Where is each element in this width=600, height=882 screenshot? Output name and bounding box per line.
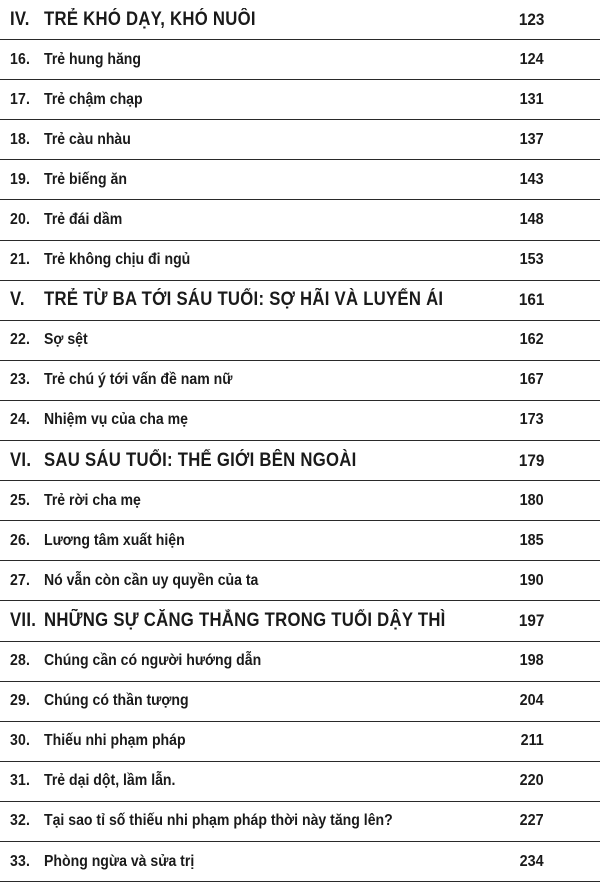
entry-title: Phòng ngừa và sửa trị (44, 852, 195, 870)
toc-entry (0, 561, 600, 601)
entry-title: Chúng có thần tượng (44, 692, 189, 710)
toc-entry (0, 842, 600, 882)
entry-title: Trẻ hung hăng (44, 50, 141, 68)
entry-page-number: 162 (519, 331, 544, 349)
entry-title: Trẻ dại dột, lầm lẫn. (44, 772, 176, 790)
entry-page-number: 185 (519, 531, 544, 549)
entry-number: 20. (10, 211, 31, 229)
entry-number: 16. (10, 50, 31, 68)
entry-number: 25. (10, 491, 31, 509)
entry-number: 28. (10, 652, 31, 670)
entry-number: IV. (10, 8, 30, 30)
entry-number: 31. (10, 772, 31, 790)
entry-title: TRẺ KHÓ DẠY, KHÓ NUÔI (44, 8, 256, 30)
entry-number: 33. (10, 852, 31, 870)
entry-page-number: 124 (519, 50, 544, 68)
entry-title: Trẻ biếng ăn (44, 170, 127, 188)
entry-page-number: 161 (518, 290, 544, 310)
entry-page-number: 179 (518, 450, 544, 470)
entry-number: 24. (10, 411, 31, 429)
entry-number: 19. (10, 170, 31, 188)
entry-page-number: 190 (519, 571, 544, 589)
toc-entry (0, 722, 600, 762)
entry-title: SAU SÁU TUỔI: THẾ GIỚI BÊN NGOÀI (44, 449, 357, 471)
entry-page-number: 137 (519, 130, 544, 148)
entry-number: 18. (10, 130, 31, 148)
entry-number: 26. (10, 531, 31, 549)
entry-title: TRẺ TỪ BA TỚI SÁU TUỔI: SỢ HÃI VÀ LUYẾN ÁI (44, 289, 444, 311)
entry-page-number: 211 (520, 732, 544, 750)
entry-title: Trẻ không chịu đi ngủ (44, 251, 191, 269)
entry-page-number: 227 (519, 812, 544, 830)
entry-number: 27. (10, 571, 31, 589)
entry-page-number: 123 (518, 9, 544, 29)
toc-entry (0, 120, 600, 160)
entry-title: Trẻ chú ý tới vấn đề nam nữ (44, 371, 233, 389)
toc-part-heading (0, 601, 600, 641)
entry-number: 21. (10, 251, 31, 269)
entry-number: 32. (10, 812, 31, 830)
entry-number: VII. (10, 609, 37, 631)
entry-page-number: 180 (519, 491, 544, 509)
entry-page-number: 143 (519, 170, 544, 188)
entry-title: Trẻ rời cha mẹ (44, 491, 141, 509)
entry-number: 22. (10, 331, 31, 349)
entry-number: VI. (10, 449, 32, 471)
entry-title: Lương tâm xuất hiện (44, 531, 185, 549)
entry-page-number: 173 (519, 411, 544, 429)
toc-part-heading (0, 281, 600, 321)
entry-title: Tại sao tỉ số thiếu nhi phạm pháp thời này tăng lên? (44, 812, 393, 830)
toc-entry (0, 361, 600, 401)
entry-page-number: 220 (519, 772, 544, 790)
entry-title: Thiếu nhi phạm pháp (44, 732, 186, 750)
toc-entry (0, 200, 600, 240)
toc-part-heading (0, 441, 600, 481)
entry-title: Trẻ đái dầm (44, 211, 123, 229)
toc-entry (0, 802, 600, 842)
entry-page-number: 197 (518, 610, 544, 630)
toc-entry (0, 80, 600, 120)
entry-title: Chúng cần có người hướng dẫn (44, 652, 262, 670)
entry-title: Nó vẫn còn cần uy quyền của ta (44, 571, 259, 589)
entry-title: NHỮNG SỰ CĂNG THẲNG TRONG TUỔI DẬY THÌ (44, 609, 446, 631)
entry-number: 17. (10, 90, 31, 108)
entry-number: 29. (10, 692, 31, 710)
entry-title: Trẻ chậm chạp (44, 90, 143, 108)
entry-page-number: 153 (519, 251, 544, 269)
entry-number: 30. (10, 732, 31, 750)
entry-number: 23. (10, 371, 31, 389)
entry-number: V. (10, 289, 25, 311)
entry-page-number: 167 (519, 371, 544, 389)
toc-entry (0, 401, 600, 441)
toc-part-heading (0, 0, 600, 40)
toc-entry (0, 481, 600, 521)
entry-title: Nhiệm vụ của cha mẹ (44, 411, 188, 429)
toc-entry (0, 241, 600, 281)
entry-page-number: 234 (519, 852, 544, 870)
entry-page-number: 148 (519, 211, 544, 229)
toc-entry (0, 682, 600, 722)
toc-entry (0, 160, 600, 200)
entry-title: Trẻ càu nhàu (44, 130, 131, 148)
toc-entry (0, 642, 600, 682)
toc-entry (0, 521, 600, 561)
toc-entry (0, 321, 600, 361)
entry-page-number: 131 (519, 90, 544, 108)
entry-page-number: 198 (519, 652, 544, 670)
toc-entry (0, 40, 600, 80)
entry-page-number: 204 (519, 692, 544, 710)
toc-entry (0, 762, 600, 802)
entry-title: Sợ sệt (44, 331, 88, 349)
